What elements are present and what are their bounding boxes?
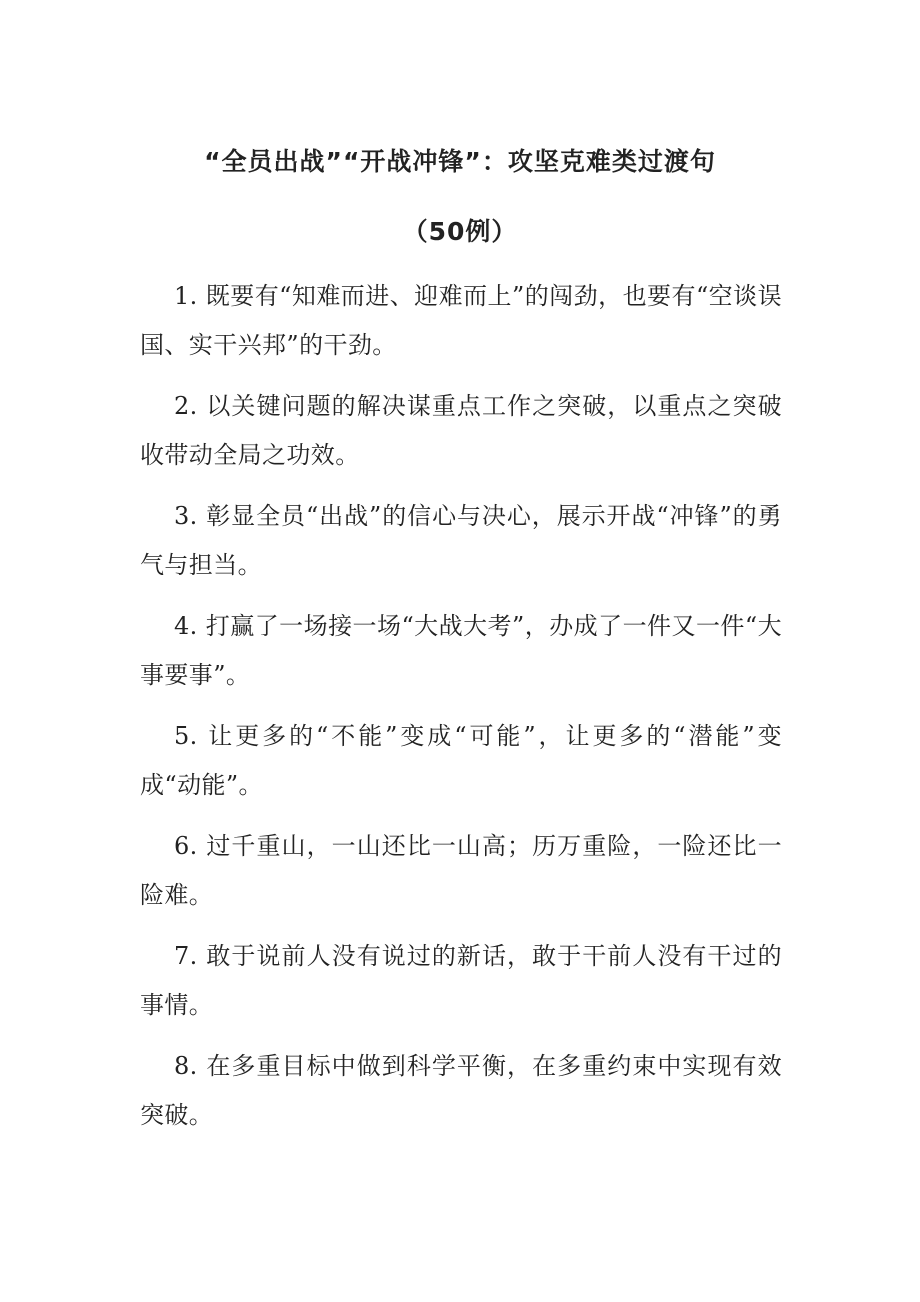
- document-subtitle: （50例）: [402, 217, 518, 246]
- item-list: [140, 272, 782, 1152]
- list-item: 1. 既要有“知难而进、迎难而上”的闯劲，也要有“空谈误国、实干兴邦”的干劲。: [140, 282, 782, 359]
- list-item: 7. 敢于说前人没有说过的新话，敢于干前人没有干过的事情。: [140, 942, 782, 1019]
- list-item: 3. 彰显全员“出战”的信心与决心，展示开战“冲锋”的勇气与担当。: [140, 502, 782, 579]
- list-item: 8. 在多重目标中做到科学平衡，在多重约束中实现有效突破。: [140, 1052, 782, 1129]
- list-item: 5. 让更多的“不能”变成“可能”，让更多的“潜能”变成“动能”。: [140, 722, 782, 799]
- list-item: 4. 打赢了一场接一场“大战大考”，办成了一件又一件“大事要事”。: [140, 612, 782, 689]
- list-item: 2. 以关键问题的解决谋重点工作之突破，以重点之突破收带动全局之功效。: [140, 392, 782, 469]
- list-item: 6. 过千重山，一山还比一山高；历万重险，一险还比一险难。: [140, 832, 782, 909]
- document-title: “全员出战”“开战冲锋”：攻坚克难类过渡句: [204, 147, 716, 176]
